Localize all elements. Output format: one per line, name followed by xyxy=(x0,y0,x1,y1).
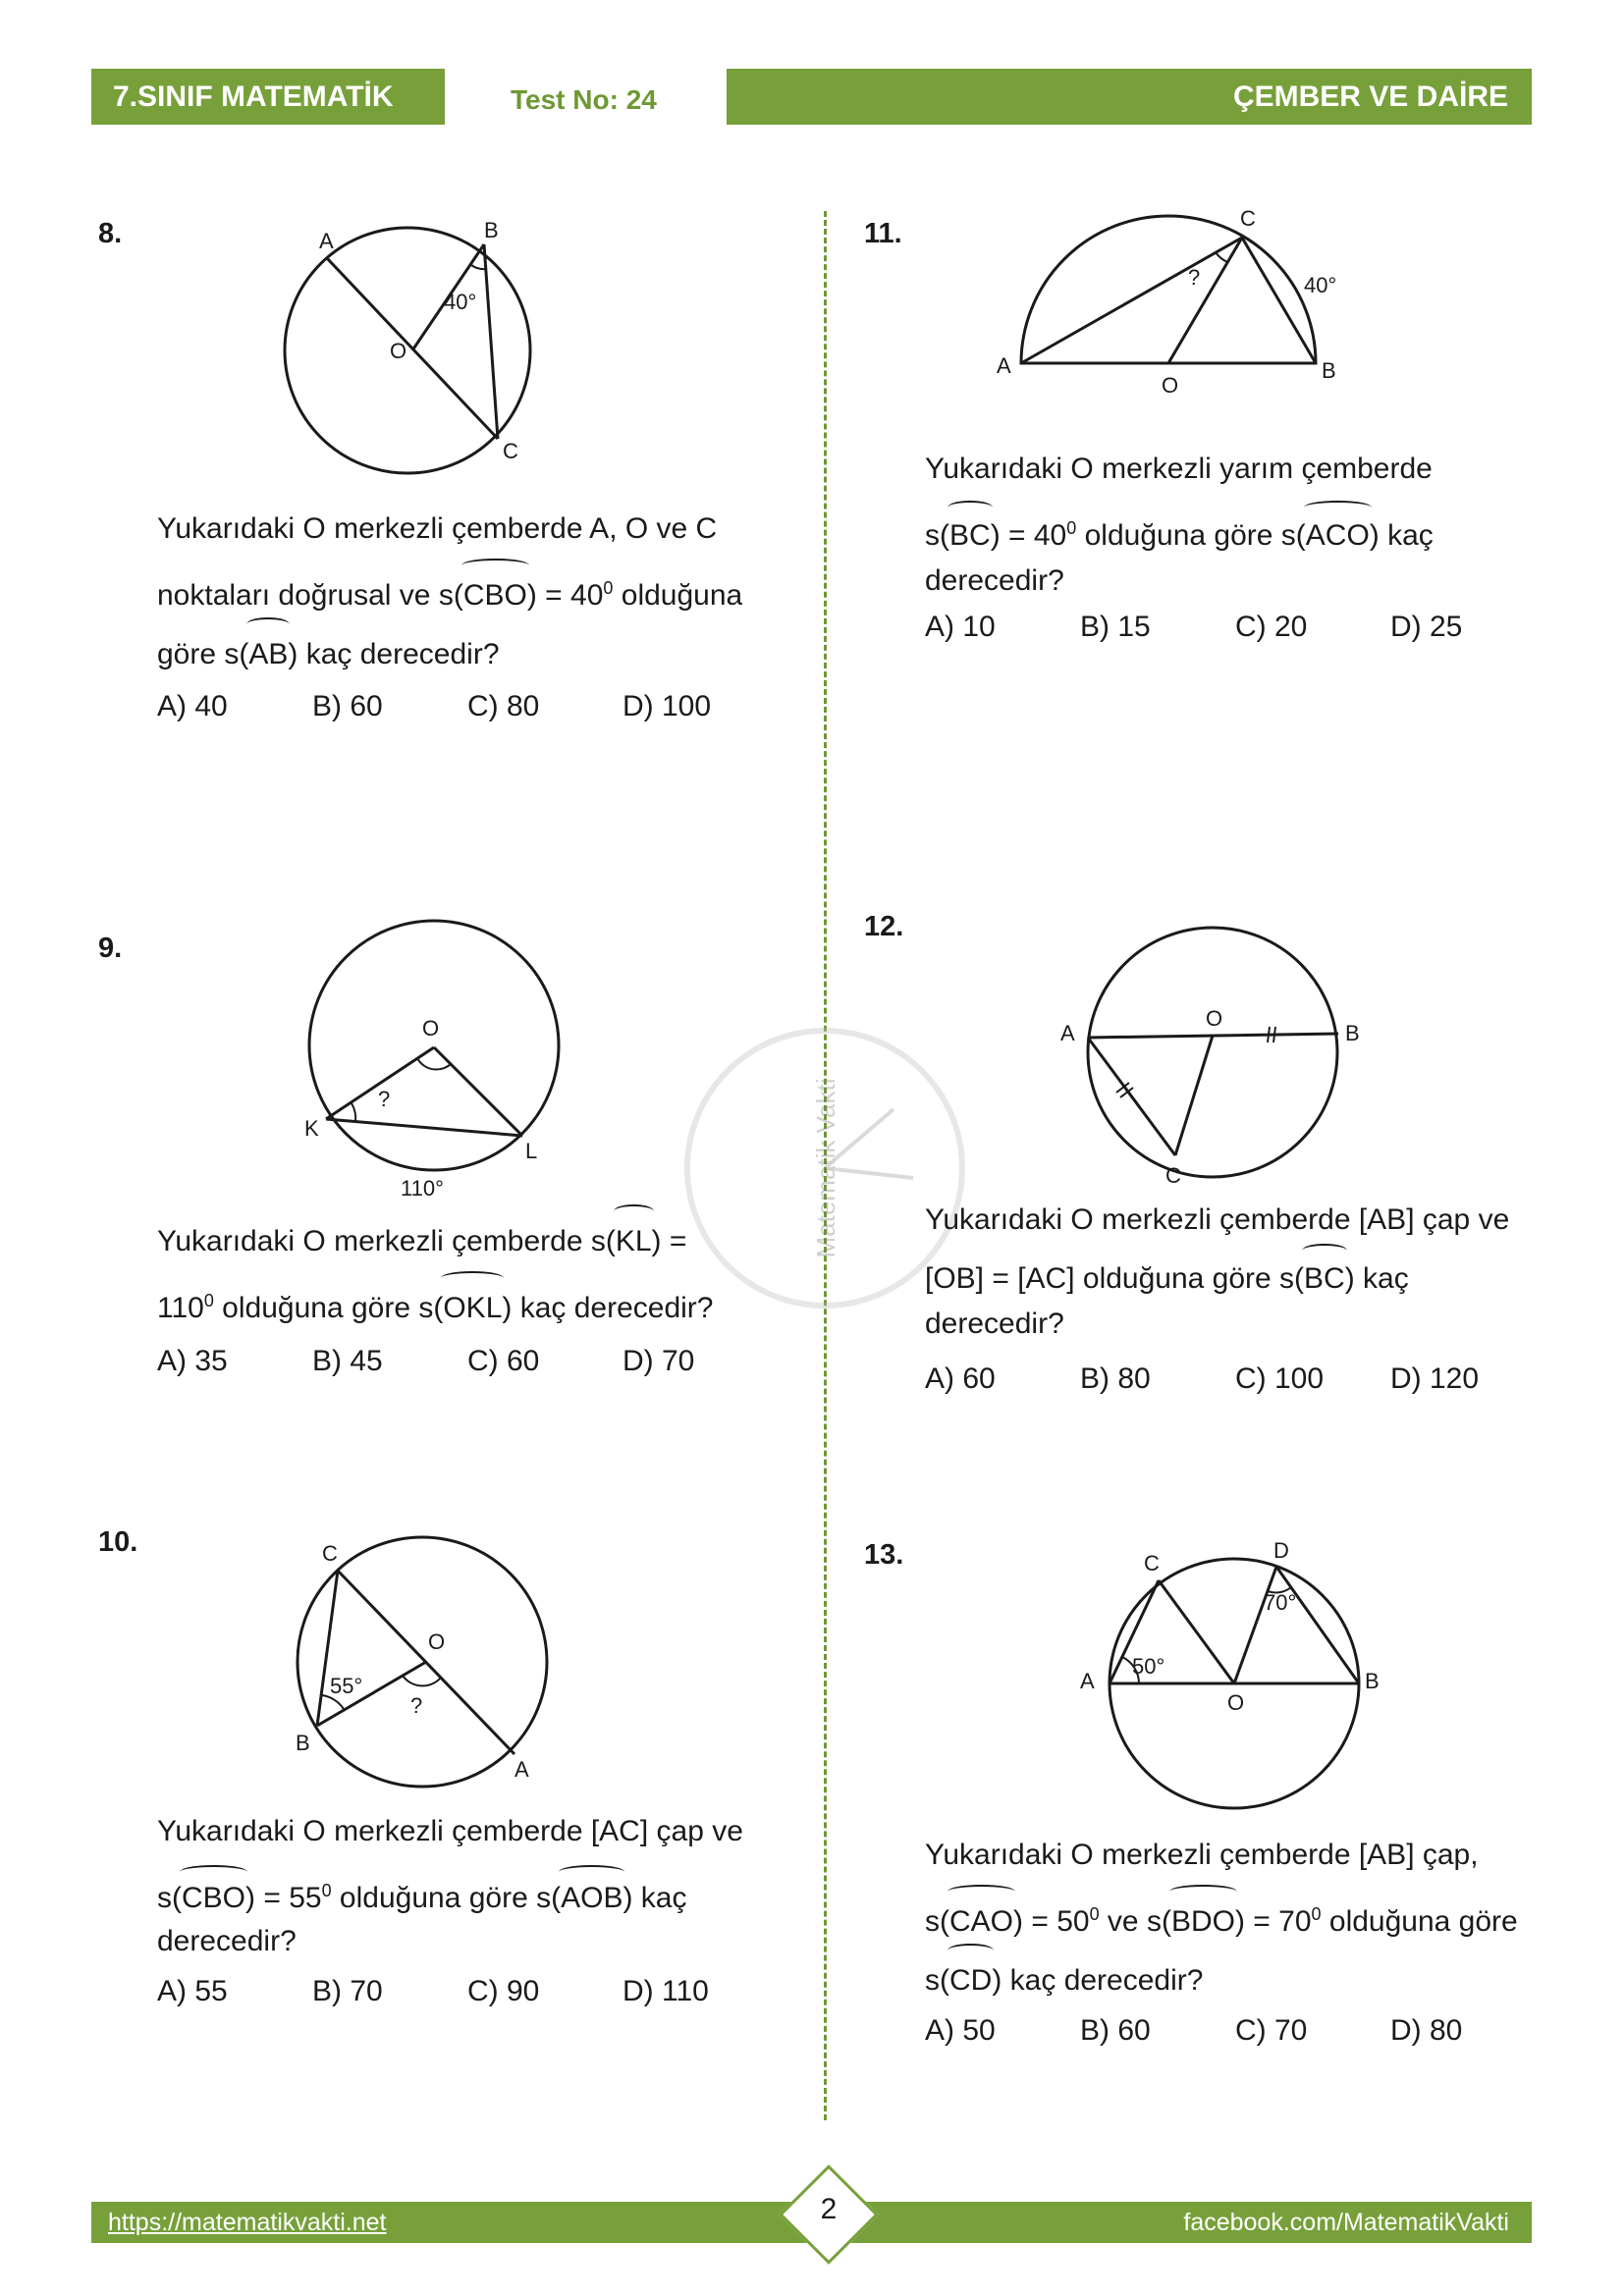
q12-options xyxy=(925,1362,1545,1396)
q13-label-c: C xyxy=(1144,1551,1160,1575)
q8-angle-label: 40° xyxy=(444,290,477,314)
q10-option-d[interactable]: D) 110 xyxy=(623,1975,709,2007)
q12-label-c: C xyxy=(1165,1163,1181,1188)
q13-label-a: A xyxy=(1080,1669,1095,1693)
q9-number: 9. xyxy=(98,933,123,964)
q8-option-b[interactable]: B) 60 xyxy=(312,690,383,722)
q11-option-d[interactable]: D) 25 xyxy=(1390,611,1463,643)
q8-text: Yukarıdaki O merkezli çemberde A, O ve C noktaları doğrusal ve $s(CBO) = 40^0$ olduğuna göre s(AB) kaç derecedir? xyxy=(157,500,742,684)
q10-label-c: C xyxy=(322,1541,338,1566)
q13-option-c[interactable]: C) 70 xyxy=(1235,2014,1308,2047)
q8-number: 8. xyxy=(98,218,123,249)
q11-number: 11. xyxy=(864,218,902,249)
q13-text: Yukarıdaki O merkezli çemberde [AB] çap, $s(CAO) = 50^0$ ve $s(BDO) = 70^0$ olduğuna göre s(CD) kaç derecedir? xyxy=(925,1826,1518,2010)
q12-option-d[interactable]: D) 120 xyxy=(1390,1362,1480,1395)
q13-figure xyxy=(1075,1531,1399,1816)
q11-text: Yukarıdaki O merkezli yarım çemberde $s(BC) = 40^0$ olduğuna göre s(ACO) kaç derecedir? xyxy=(925,453,1434,597)
q8-circle xyxy=(285,228,530,473)
q10-label-a: A xyxy=(514,1757,529,1782)
q8-chord-bc xyxy=(484,244,498,439)
q9-option-b[interactable]: B) 45 xyxy=(312,1345,383,1377)
q10-label-b: B xyxy=(296,1731,310,1755)
q13-label-o: O xyxy=(1227,1690,1245,1715)
q8-label-o: O xyxy=(390,339,407,363)
q13-number: 13. xyxy=(864,1539,904,1571)
q9-option-c[interactable]: C) 60 xyxy=(467,1345,540,1377)
q10-figure xyxy=(293,1536,568,1791)
q13-options xyxy=(925,2014,1545,2048)
q12-chord-ac xyxy=(1088,1038,1175,1155)
page-number: 2 xyxy=(820,2193,838,2225)
q8-label-a: A xyxy=(319,229,334,253)
q13-angle2-label: 70° xyxy=(1264,1590,1297,1615)
q9-label-k: K xyxy=(304,1116,319,1141)
q9-segment-ol xyxy=(434,1047,522,1136)
q10-option-c[interactable]: C) 90 xyxy=(467,1975,540,2007)
q13-label-b: B xyxy=(1365,1669,1380,1693)
q10-angle-o-arc xyxy=(403,1676,441,1685)
q9-figure xyxy=(304,918,569,1202)
q11-option-a[interactable]: A) 10 xyxy=(925,611,996,643)
q12-tick-ob-1 xyxy=(1268,1027,1270,1042)
q11-figure xyxy=(992,201,1345,398)
q9-label-l: L xyxy=(525,1139,538,1163)
q10-text: Yukarıdaki O merkezli çemberde [AC] çap ve $s(CBO) = 55^0$ olduğuna göre s(AOB) kaç derecedir? xyxy=(157,1815,743,1957)
q12-label-b: B xyxy=(1345,1021,1360,1045)
q12-label-o: O xyxy=(1206,1006,1223,1031)
q9-option-d[interactable]: D) 70 xyxy=(623,1345,695,1377)
q10-question-mark: ? xyxy=(410,1693,423,1718)
q10-number: 10. xyxy=(98,1526,138,1558)
q11-label-b: B xyxy=(1322,358,1336,383)
q10-options xyxy=(157,1975,778,2008)
q10-chord-cb xyxy=(317,1571,338,1726)
q10-angle-label: 55° xyxy=(330,1674,363,1698)
q12-text: Yukarıdaki O merkezli çemberde [AB] çap ve [OB] = [AC] olduğuna göre s(BC) kaç derecedir? xyxy=(925,1203,1510,1340)
q12-label-a: A xyxy=(1060,1021,1075,1045)
footer-website-link[interactable]: https://matematikvakti.net xyxy=(108,2209,387,2236)
q11-chord-cb xyxy=(1242,238,1316,363)
q11-angle-arc xyxy=(1216,252,1227,262)
q9-angle-k-arc xyxy=(352,1103,355,1122)
q10-option-b[interactable]: B) 70 xyxy=(312,1975,383,2007)
q11-option-c[interactable]: C) 20 xyxy=(1235,611,1308,643)
q11-arc-label: 40° xyxy=(1304,273,1337,297)
header-subject: 7.SINIF MATEMATİK xyxy=(91,69,445,125)
q8-figure xyxy=(285,218,550,476)
q8-label-b: B xyxy=(484,218,499,242)
q13-chord-db xyxy=(1276,1567,1359,1683)
q12-segment-oc xyxy=(1175,1036,1213,1155)
q12-option-a[interactable]: A) 60 xyxy=(925,1362,996,1395)
q8-option-c[interactable]: C) 80 xyxy=(467,690,540,722)
q9-label-o: O xyxy=(422,1016,440,1041)
q13-segment-co xyxy=(1159,1580,1234,1683)
q12-option-c[interactable]: C) 100 xyxy=(1235,1362,1325,1395)
q11-chord-ac xyxy=(1021,238,1242,363)
q13-angle1-label: 50° xyxy=(1132,1654,1165,1679)
q12-number: 12. xyxy=(864,911,904,942)
q8-options xyxy=(157,690,778,723)
q12-circle xyxy=(1088,928,1337,1177)
watermark-text: Matematik Vakti xyxy=(811,1078,840,1258)
q10-option-a[interactable]: A) 55 xyxy=(157,1975,228,2007)
q13-option-b[interactable]: B) 60 xyxy=(1080,2014,1151,2047)
q12-option-b[interactable]: B) 80 xyxy=(1080,1362,1151,1395)
footer-facebook-link[interactable]: facebook.com/MatematikVakti xyxy=(1183,2209,1509,2236)
q8-text-line1: Yukarıdaki O merkezli çemberde A, O ve C xyxy=(157,512,718,545)
q8-option-d[interactable]: D) 100 xyxy=(623,690,712,722)
q13-option-d[interactable]: D) 80 xyxy=(1390,2014,1463,2047)
q8-option-a[interactable]: A) 40 xyxy=(157,690,228,722)
q11-label-c: C xyxy=(1240,206,1256,231)
q12-figure xyxy=(1056,928,1370,1193)
q11-options xyxy=(925,611,1545,644)
q11-question-mark: ? xyxy=(1188,265,1201,290)
q9-options xyxy=(157,1345,778,1378)
q11-label-a: A xyxy=(997,353,1011,378)
q9-option-a[interactable]: A) 35 xyxy=(157,1345,228,1377)
q13-segment-od xyxy=(1234,1567,1276,1683)
q9-text: Yukarıdaki O merkezli çemberde s(KL) = $110^0$ olduğuna göre s(OKL) kaç derecedir? xyxy=(157,1212,713,1338)
q11-label-o: O xyxy=(1162,373,1179,398)
q10-label-o: O xyxy=(428,1629,446,1654)
q9-question-mark: ? xyxy=(378,1087,391,1111)
q9-arc-label: 110° xyxy=(401,1176,444,1201)
q11-segment-oc xyxy=(1168,238,1242,363)
header-topic: ÇEMBER VE DAİRE xyxy=(727,69,1532,125)
q11-option-b[interactable]: B) 15 xyxy=(1080,611,1151,643)
q12-tick-ob-2 xyxy=(1273,1027,1275,1042)
q8-label-c: C xyxy=(503,439,518,463)
q13-option-a[interactable]: A) 50 xyxy=(925,2014,996,2047)
header-test-number: Test No: 24 xyxy=(511,84,657,115)
q13-label-d: D xyxy=(1273,1538,1289,1563)
q8-angle-arc xyxy=(471,265,486,269)
